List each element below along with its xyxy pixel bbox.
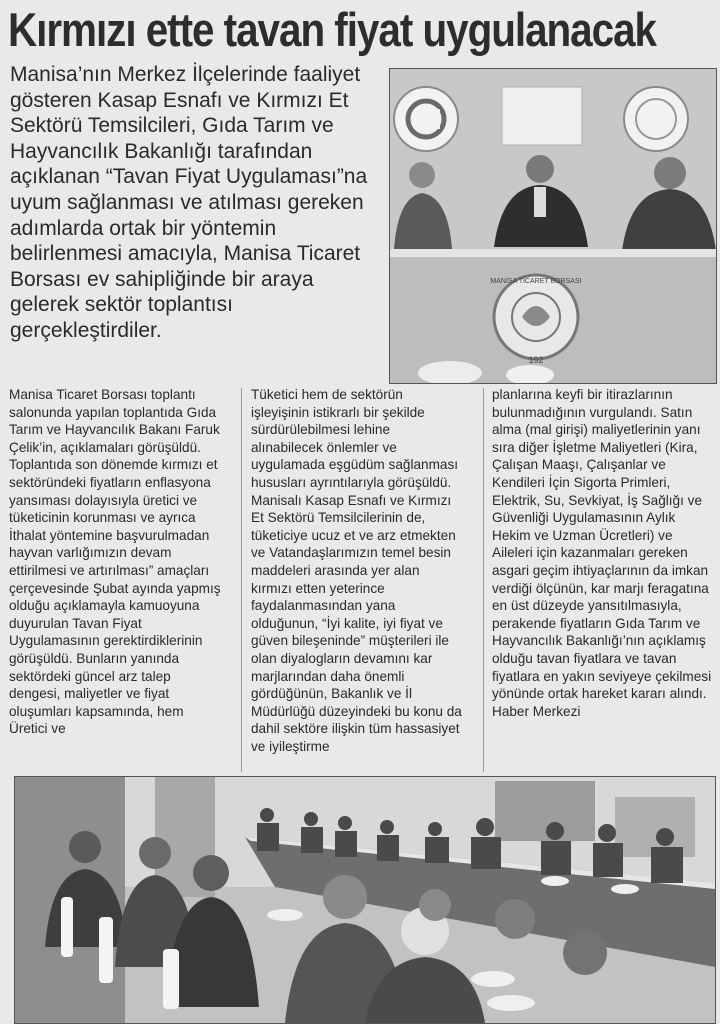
column-1-text: Manisa Ticaret Borsası toplantı salonunda yapılan toplantıda Gıda Tarım ve Hayvancılık Bakanı Faruk Çelik’in, açıklamaları görüşüldü. Toplantıda son dönemde kırmızı et sektöründeki fiyatların enflasyona yansıması dolayısıyla üretici ve tüketicinin korunması ve ayrıca İthalat yöntemine başvurulmadan hayvan varlığımızın devam ettirilmesi ve artırılması” amaçları çerçevesinde Şubat ayında yapmış olduğu açıklamayla kamuoyuna duyurulan Tavan Fiyat Uygulamasının gerektirdiklerinin görüşüldü. Bunların yanında sektördeki güncel arz talep dengesi, maliyetler ve fiyat oluşumları kapsamında, hem Üretici ve (9, 387, 221, 737)
article-column-1 (9, 386, 221, 738)
meeting-photo-panel (389, 68, 717, 384)
table-sign-text: 192 (528, 355, 544, 365)
left-seal-logo (394, 87, 458, 151)
column-2-text: Tüketici hem de sektörün işleyişinin istikrarlı bir şekilde sürdürülebilmesi lehine alınabilecek önlemler ve uygulamada eşgüdüm sağlanması hususları ayrıntılarıyla görüşüldü. Manisalı Kasap Esnafı ve Kırmızı Et Sektörü Temsilcilerinin de, tüketiciye ucuz et ve arz etmekten ve Vatandaşlarımızın temel besin maddeleri arasında yer alan kırmızı etten yeterince faydalanmasından yana olduğunun, “İyi kalite, iyi fiyat ve güven bileşeninde” müşterileri ile olan diyalogların devamını kar marjlarından daha önemli gördüğünün, Bakanlık ve İl Müdürlüğü düzeyindeki bu konu da dahil sektöre ilişkin tüm hassasiyet ve iyileştirme (251, 387, 462, 754)
meeting-room-photo (14, 776, 716, 1024)
article-column-2 (251, 386, 463, 755)
panel-photo-illustration (390, 69, 716, 383)
column-divider (241, 388, 242, 772)
column-3-text: planlarına keyfi bir itirazlarının bulunmadığının vurgulandı. Satın alma (mal girişi) maliyetlerinin yanı sıra diğer İşletme Maliyetleri (Kira, Çalışan Maaşı, Çalışanlar ve Kendileri İçin Sigorta Primleri, Elektrik, Su, Sevkiyat, İş Sağlığı ve Güvenliği Uygulamasının Aylık Hekim ve Uzman Ücretleri) ve Aileleri için kazanmaları gereken asgari geçim ihtiyaçlarının da imkan verdiği ölçünün, kar marjı feragatına en üst düzeyde yansıtılmasıyla, perakende fiyatların Gıda Tarım ve Hayvancılık Bakanlığı’nın açıklamış olduğu tavan fiyatlara ve tavan fiyatlara en yakın seviyeye çekilmesi yönünde ortak hareket kararı alındı. Haber Merkezi (492, 387, 712, 719)
room-photo-illustration (15, 777, 715, 1023)
lead-paragraph (10, 62, 388, 344)
column-divider (483, 388, 484, 772)
article-column-3 (492, 386, 714, 720)
headline: Kırmızı ette tavan fiyat uygulanacak (8, 3, 656, 56)
table-sign-name: MANİSA TİCARET BORSASI (490, 278, 582, 285)
right-seal-logo (624, 87, 688, 151)
table-seal-logo (494, 275, 578, 359)
lead-text: Manisa’nın Merkez İlçelerinde faaliyet gösteren Kasap Esnafı ve Kırmızı Et Sektörü Temsilcileri, Gıda Tarım ve Hayvancılık Bakanlığı tarafından açıklanan “Tavan Fiyat Uygulaması”na uyum sağlanması ve atılması gereken adımlarda ortak bir yöntemin belirlenmesi amacıyla, Manisa Ticaret Borsası ev sahipliğinde bir araya gelerek sektör toplantısı gerçekleştirdiler. (10, 63, 368, 342)
